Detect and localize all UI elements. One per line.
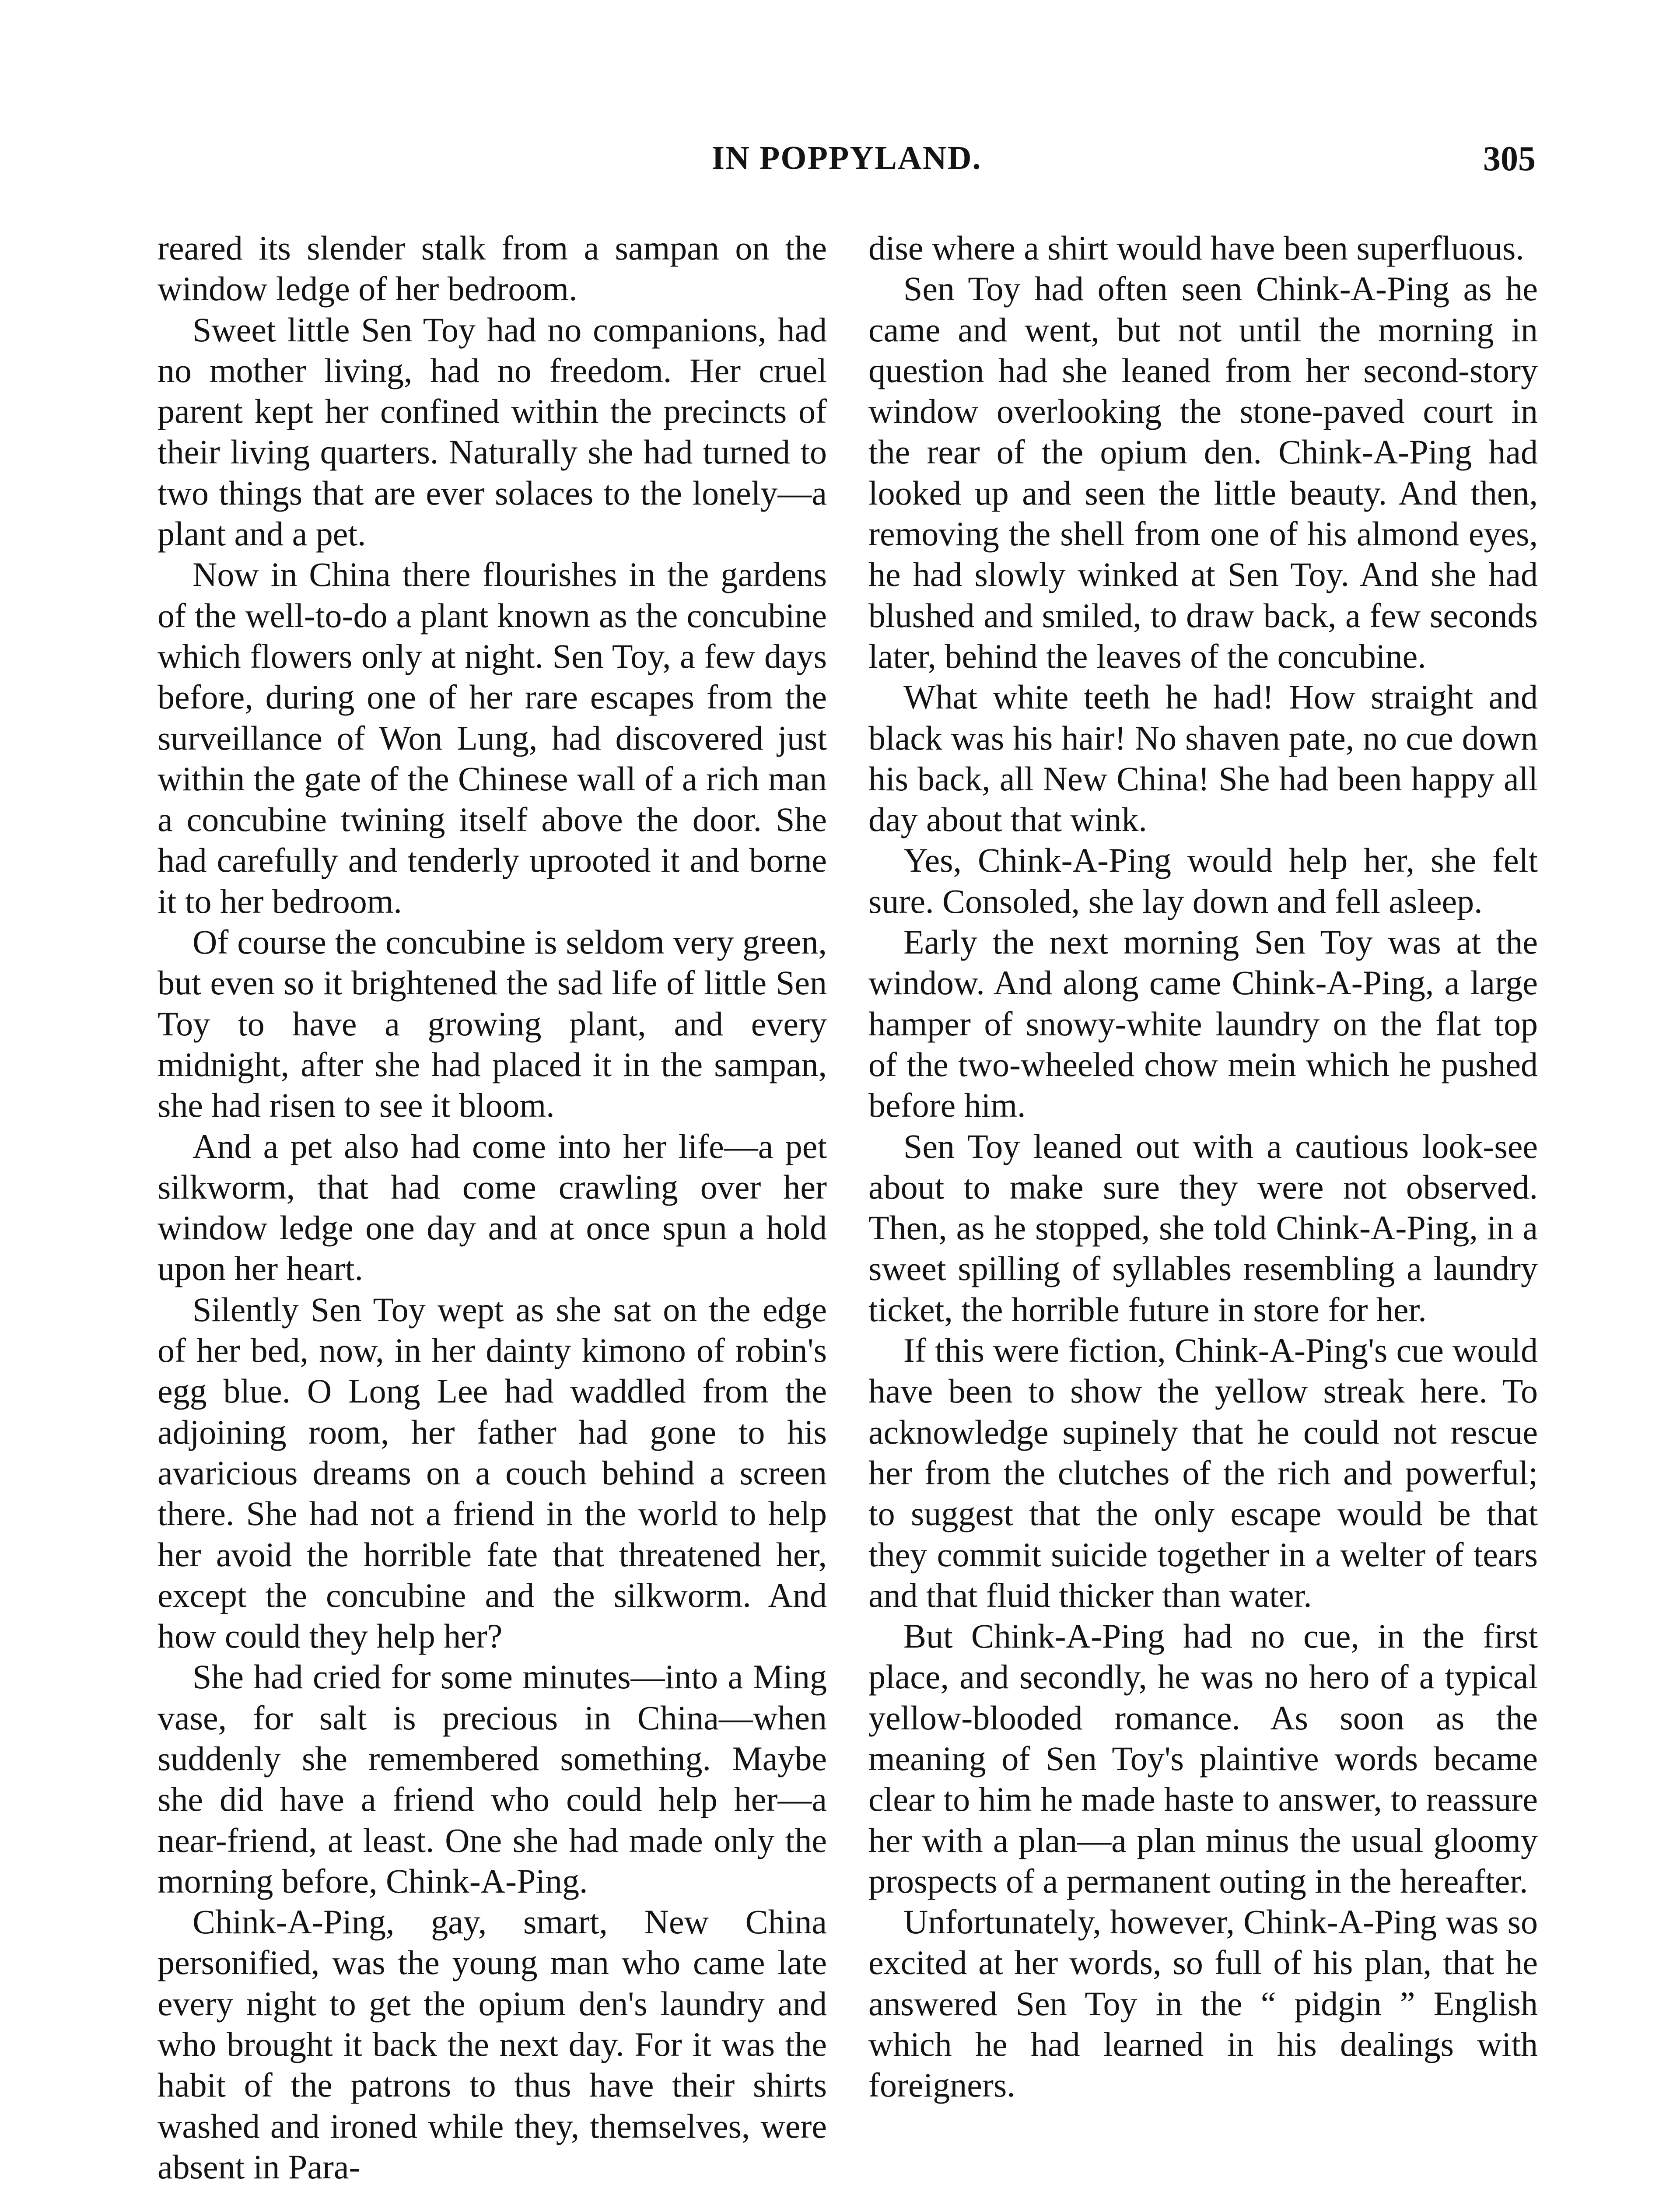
paragraph: reared its slender stalk from a sampan on the window ledge of her bedroom.	[158, 229, 827, 308]
paragraph: Sen Toy leaned out with a cautious look-see about to make sure they were not observed. Then, as he stopped, she told Chink-A-Ping, in a sweet spilling of syllables resembling a laundry ticket, the horrible future in store for her.	[868, 1127, 1538, 1329]
paragraph: If this were fiction, Chink-A-Ping's cue would have been to show the yellow streak here. To acknowledge supinely that he could not rescue her from the clutches of the rich and powerful; to suggest that the only escape would be that they commit suicide together in a welter of tears and that fluid thicker than water.	[868, 1331, 1538, 1614]
paragraph: Silently Sen Toy wept as she sat on the edge of her bed, now, in her dainty kimono of robin's egg blue. O Long Lee had waddled from the adjoining room, her father had gone to his avaricious dreams on a couch behind a screen there. She had not a friend in the world to help her avoid the horrible fate that threatened her, except the concubine and the silkworm. And how could they help her?	[158, 1290, 827, 1655]
left-column	[158, 228, 827, 2187]
paragraph: Chink-A-Ping, gay, smart, New China personified, was the young man who came late every night to get the opium den's laundry and who brought it back the next day. For it was the habit of the patrons to thus have their shirts washed and ironed while they, themselves, were absent in Para-	[158, 1903, 827, 2186]
paragraph: She had cried for some minutes—into a Ming vase, for salt is precious in China—when suddenly she remembered something. Maybe she did have a friend who could help her—a near-friend, at least. One she had made only the morning before, Chink-A-Ping.	[158, 1658, 827, 1900]
running-title: IN POPPYLAND.	[711, 140, 982, 176]
page-number: 305	[1483, 140, 1536, 178]
right-column	[868, 228, 1538, 2106]
paragraph: Sen Toy had often seen Chink-A-Ping as he came and went, but not until the morning in question had she leaned from her second-story window overlooking the stone-paved court in the rear of the opium den. Chink-A-Ping had looked up and seen the little beauty. And then, removing the shell from one of his almond eyes, he had slowly winked at Sen Toy. And she had blushed and smiled, to draw back, a few seconds later, behind the leaves of the concubine.	[868, 270, 1538, 675]
running-head	[158, 139, 1536, 187]
paragraph: Sweet little Sen Toy had no companions, had no mother living, had no freedom. Her cruel parent kept her confined within the precincts of their living quarters. Naturally she had turned to two things that are ever solaces to the lonely—a plant and a pet.	[158, 310, 827, 553]
paragraph: And a pet also had come into her life—a pet silkworm, that had come crawling over her window ledge one day and at once spun a hold upon her heart.	[158, 1127, 827, 1288]
paragraph: Early the next morning Sen Toy was at the window. And along came Chink-A-Ping, a large hamper of snowy-white laundry on the flat top of the two-wheeled chow mein which he pushed before him.	[868, 923, 1538, 1125]
paragraph: Now in China there flourishes in the gardens of the well-to-do a plant known as the concubine which flowers only at night. Sen Toy, a few days before, during one of her rare escapes from the surveillance of Won Lung, had discovered just within the gate of the Chinese wall of a rich man a concubine twining itself above the door. She had carefully and tenderly uprooted it and borne it to her bedroom.	[158, 555, 827, 920]
paragraph: dise where a shirt would have been superfluous.	[868, 229, 1524, 267]
paragraph: What white teeth he had! How straight and black was his hair! No shaven pate, no cue down his back, all New China! She had been happy all day about that wink.	[868, 678, 1538, 839]
paragraph: Yes, Chink-A-Ping would help her, she felt sure. Consoled, she lay down and fell asleep.	[868, 841, 1538, 920]
paragraph: Of course the concubine is seldom very green, but even so it brightened the sad life of little Sen Toy to have a growing plant, and every midnight, after she had placed it in the sampan, she had risen to see it bloom.	[158, 923, 827, 1125]
paragraph: But Chink-A-Ping had no cue, in the first place, and secondly, he was no hero of a typical yellow-blooded romance. As soon as the meaning of Sen Toy's plaintive words became clear to him he made haste to answer, to reassure her with a plan—a plan minus the usual gloomy prospects of a permanent outing in the hereafter.	[868, 1617, 1538, 1900]
paragraph: Unfortunately, however, Chink-A-Ping was so excited at her words, so full of his plan, that he answered Sen Toy in the “ pidgin ” English which he had learned in his dealings with foreigners.	[868, 1903, 1538, 2104]
